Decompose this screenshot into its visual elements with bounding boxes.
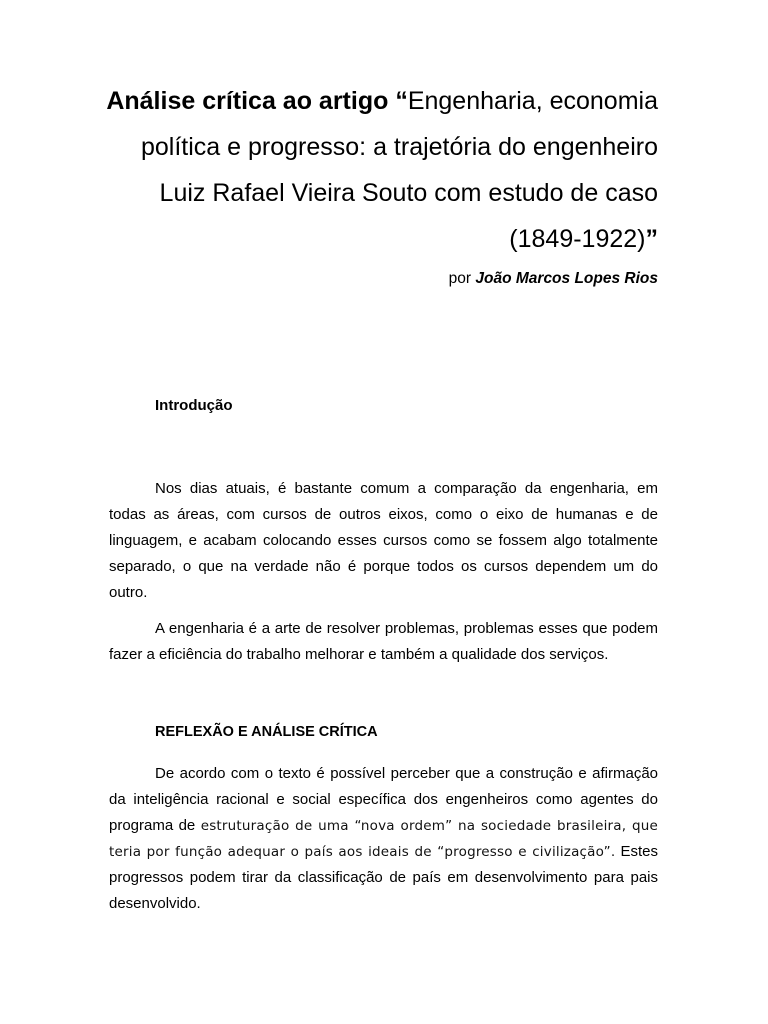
reflection-quoted-passage: estruturação de uma “nova ordem” na sociedade brasileira, que teria por função adequar o país aos ideais de “progresso e civilização”. xyxy=(109,818,658,860)
reflection-paragraph-end: Estes progressos podem tirar da classificação de país em desenvolvimento para pais desenvolvido. xyxy=(109,843,658,912)
title-close-quote: ” xyxy=(645,225,658,253)
author-prefix: por xyxy=(448,270,472,287)
author-line xyxy=(449,270,658,288)
document-title xyxy=(98,78,658,262)
introduction-paragraph-2: A engenharia é a arte de resolver problemas, problemas esses que podem fazer a eficiência do trabalho melhorar e também a qualidade dos serviços. xyxy=(109,620,658,663)
reflection-heading: REFLEXÃO E ANÁLISE CRÍTICA xyxy=(155,724,378,740)
author-name: João Marcos Lopes Rios xyxy=(475,270,658,287)
reflection-paragraph-start: De acordo com o texto é possível perceber que a construção e afirmação da inteligência racional e social específica dos engenheiros como agentes do programa de xyxy=(109,765,658,834)
title-lead: Análise crítica ao artigo xyxy=(106,87,389,115)
introduction-heading: Introdução xyxy=(155,397,233,414)
title-open-quote: “ xyxy=(395,87,408,115)
title-article-name: Engenharia, economia política e progresso: a trajetória do engenheiro Luiz Rafael Vieira Souto com estudo de caso (1849-1922) xyxy=(141,87,658,253)
introduction-paragraph-1: Nos dias atuais, é bastante comum a comparação da engenharia, em todas as áreas, com cursos de outros eixos, como o eixo de humanas e de linguagem, e acabam colocando esses cursos como se fossem algo totalmente separado, o que na verdade não é porque todos os cursos dependem um do outro. xyxy=(109,480,658,601)
reflection-paragraph-1 xyxy=(109,761,658,917)
